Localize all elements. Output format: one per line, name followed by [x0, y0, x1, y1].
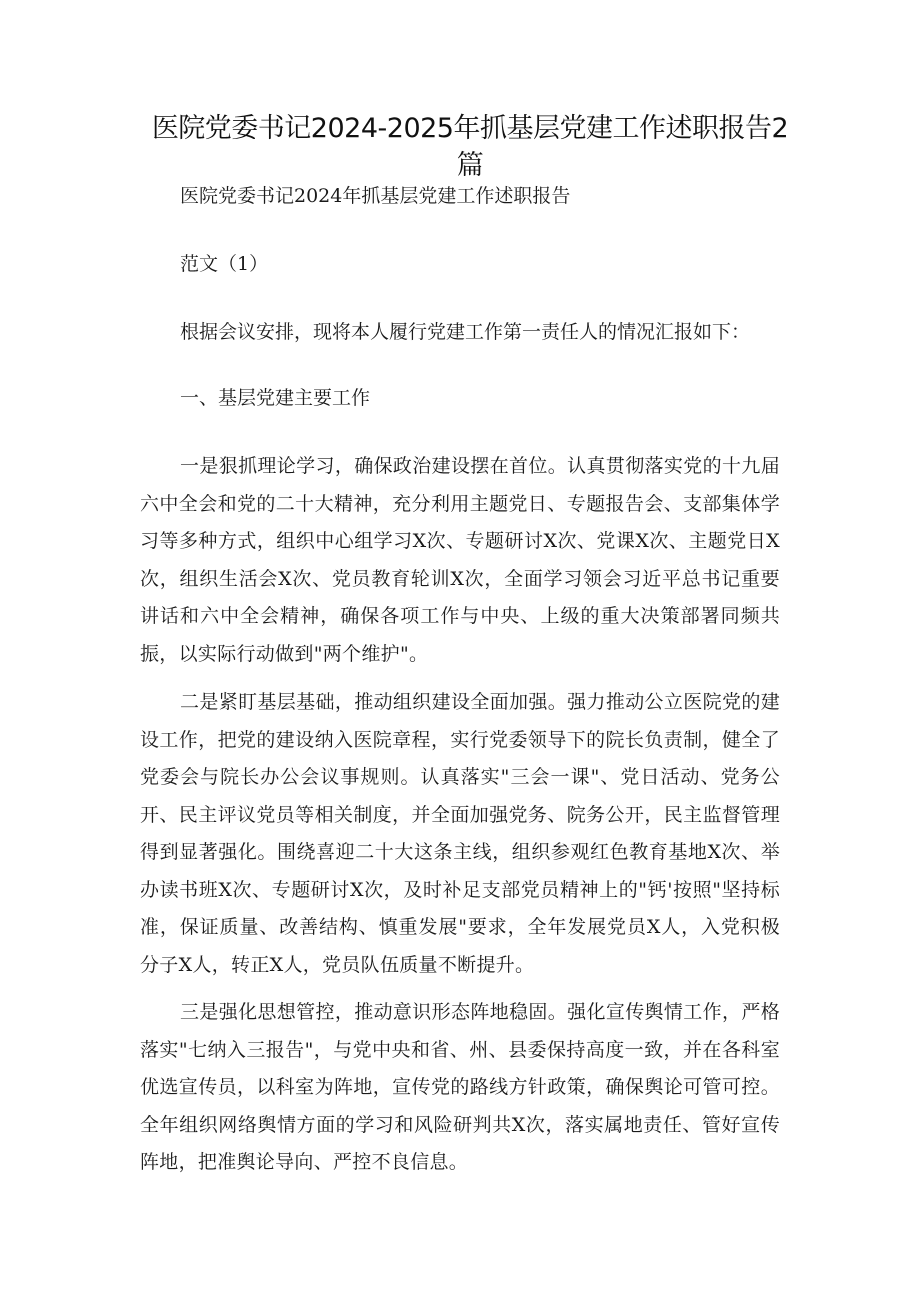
body-paragraph-3: 三是强化思想管控，推动意识形态阵地稳固。强化宣传舆情工作，严格落实"七纳入三报告"，与党中央和省、州、县委保持高度一致，并在各科室优选宣传员，以科室为阵地，宣传党的路线方针政策，确保舆论可管可控。全年组织网络舆情方面的学习和风险研判共X次，落实属地责任、管好宣传阵地，把准舆论导向、严控不良信息。: [140, 1001, 780, 1173]
body-paragraph-1: 一是狠抓理论学习，确保政治建设摆在首位。认真贯彻落实党的十九届六中全会和党的二十大精神，充分利用主题党日、专题报告会、支部集体学习等多种方式，组织中心组学习X次、专题研讨X次、党课X次、主题党日X次，组织生活会X次、党员教育轮训X次，全面学习领会习近平总书记重要讲话和六中全会精神，确保各项工作与中央、上级的重大决策部署同频共振，以实际行动做到"两个维护"。: [140, 455, 780, 665]
section-heading: 一、基层党建主要工作: [180, 387, 371, 409]
sample-label: 范文（1）: [180, 253, 269, 275]
document-subtitle: 医院党委书记2024年抓基层党建工作述职报告: [180, 185, 571, 207]
document-title: 医院党委书记2024-2025年抓基层党建工作述职报告2篇: [151, 113, 789, 181]
body-paragraph-2: 二是紧盯基层基础，推动组织建设全面加强。强力推动公立医院党的建设工作，把党的建设纳入医院章程，实行党委领导下的院长负责制，健全了党委会与院长办公会议事规则。认真落实"三会一课"、党日活动、党务公开、民主评议党员等相关制度，并全面加强党务、院务公开，民主监督管理得到显著强化。围绕喜迎二十大这条主线，组织参观红色教育基地X次、举办读书班X次、专题研讨X次，及时补足支部党员精神上的"钙'按照"坚持标准，保证质量、改善结构、慎重发展"要求，全年发展党员X人，入党积极分子X人，转正X人，党员队伍质量不断提升。: [140, 691, 780, 976]
intro-paragraph: 根据会议安排，现将本人履行党建工作第一责任人的情况汇报如下：: [180, 321, 751, 343]
